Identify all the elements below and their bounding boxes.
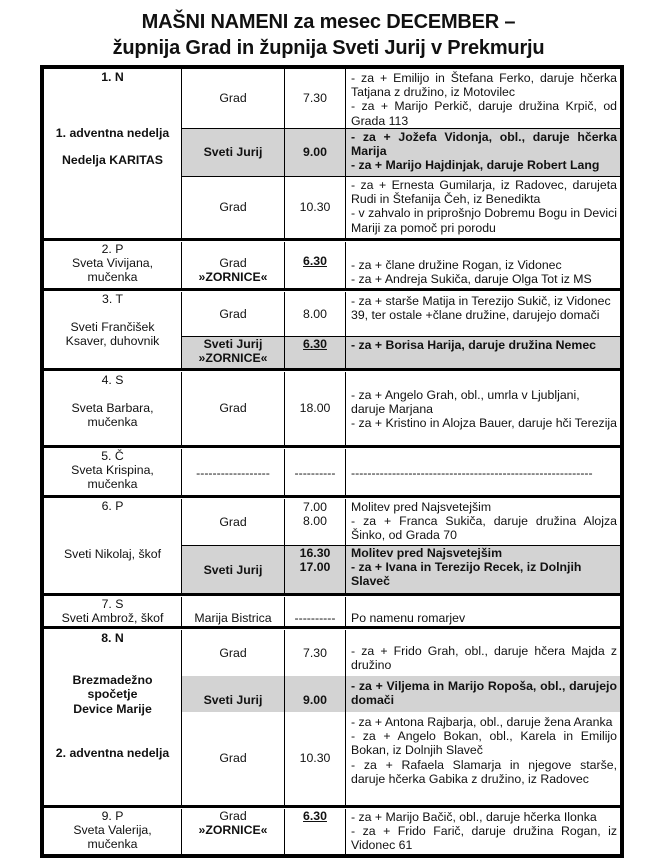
place-label: Sveti Jurij xyxy=(203,693,263,707)
time-label: 10.30 xyxy=(299,751,331,766)
time-label: 9.00 xyxy=(303,693,327,707)
intentions-cell xyxy=(345,499,620,545)
time-label: 8.00 xyxy=(303,306,327,321)
feast-label: Sveti Nikolaj, škof xyxy=(63,547,162,562)
place-cell xyxy=(181,372,284,445)
time-label: 7.30 xyxy=(303,91,327,106)
place-cell xyxy=(181,499,284,545)
time-label: 6.30 xyxy=(303,254,327,268)
intentions-cell xyxy=(345,372,620,445)
intentions-cell xyxy=(345,545,620,593)
place-cell xyxy=(181,176,284,238)
intention: - za + Frido Grah, obl., daruje hčera Majda z družino xyxy=(351,644,617,673)
intentions-cell xyxy=(345,242,620,288)
day-divider xyxy=(44,238,620,241)
day-cell xyxy=(44,242,181,288)
feast-label: mučenka xyxy=(87,837,138,852)
time-placeholder: ---------- xyxy=(294,466,336,480)
day-label: 3. T xyxy=(102,292,123,306)
time-cell xyxy=(284,676,345,712)
time-cell xyxy=(284,242,345,288)
feast-label: Ksaver, duhovnik xyxy=(65,334,160,349)
intention: - za + Antona Rajbarja, obl., daruje žena Aranka xyxy=(351,715,613,729)
time-cell xyxy=(284,499,345,545)
day-divider xyxy=(44,626,620,629)
place-label: Sveti Jurij xyxy=(203,144,263,159)
place-cell xyxy=(181,630,284,676)
place-label: Sveti Jurij xyxy=(203,337,263,351)
intentions-cell xyxy=(345,292,620,336)
time-label: 8.00 xyxy=(303,514,327,529)
intention: - za + starše Matija in Terezijo Sukič, iz Vidonec 39, ter ostale +člane družine, darujejo domači xyxy=(351,294,611,323)
time-label: 7.30 xyxy=(303,645,327,660)
day-cell xyxy=(44,597,181,626)
place-label: Sveti Jurij xyxy=(203,563,263,577)
intentions-cell xyxy=(345,809,620,854)
intention: Molitev pred Najsvetejšim xyxy=(351,546,503,560)
day-label: 1. N xyxy=(101,70,124,84)
intention: Po namenu romarjev xyxy=(351,611,466,625)
time-label: 10.30 xyxy=(299,199,331,214)
zornice-label: »ZORNICE« xyxy=(198,270,268,285)
place-cell xyxy=(181,292,284,336)
intention: - za + Frido Farič, daruje družina Rogan, iz Vidonec 61 xyxy=(351,824,617,853)
intentions-cell xyxy=(345,176,620,238)
intention: - za + Jožefa Vidonja, obl., daruje hčerka Marija xyxy=(351,130,617,159)
time-placeholder: ---------- xyxy=(294,611,336,625)
feast-label: Sveta Vivijana, xyxy=(71,256,154,271)
intention: - za + Rafaela Slamarja in njegove starše, daruje hčerka Gabika z družino, iz Radovec xyxy=(351,757,617,786)
day-divider xyxy=(44,495,620,498)
feast-label: Sveti Frančišek xyxy=(70,320,155,335)
day-divider xyxy=(44,445,620,448)
intention: - za + Viljema in Marijo Ropoša, obl., darujejo domači xyxy=(351,679,617,708)
day-cell xyxy=(44,499,181,593)
page-title-line-1: MAŠNI NAMENI za mesec DECEMBER – xyxy=(141,11,516,33)
mass-intentions-table xyxy=(40,65,624,858)
day-label: 8. N xyxy=(101,631,124,645)
day-divider xyxy=(44,368,620,371)
day-divider xyxy=(44,805,620,808)
feast-label: Sveti Ambrož, škof xyxy=(61,611,164,626)
place-label: Marija Bistrica xyxy=(194,611,272,625)
intention-placeholder: ----------------------------------------------------------- xyxy=(351,466,593,480)
time-label: 6.30 xyxy=(303,337,327,351)
place-label: Grad xyxy=(219,91,247,106)
time-label: 6.30 xyxy=(303,809,327,823)
day-cell xyxy=(44,292,181,368)
place-label: Grad xyxy=(219,401,247,416)
day-label: 4. S xyxy=(101,373,124,387)
intention: - za + Kristino in Alojza Bauer, daruje hči Terezija xyxy=(351,416,618,431)
intention: - za + Marijo Perkič, daruje družina Krpič, od Grada 113 xyxy=(351,99,617,128)
day-label: 7. S xyxy=(101,597,124,611)
intentions-cell xyxy=(345,128,620,176)
intentions-cell xyxy=(345,597,620,626)
place-label: Grad xyxy=(219,809,247,823)
place-label: Grad xyxy=(219,256,247,270)
page-title-line-2: župnija Grad in župnija Sveti Jurij v Prekmurju xyxy=(112,37,545,59)
intention: - za + Ernesta Gumilarja, iz Radovec, darujeta Rudi in Štefanija Čeh, iz Benedikta xyxy=(351,178,617,207)
feast-label: Sveta Krispina, xyxy=(71,463,154,478)
place-cell xyxy=(181,337,284,368)
feast-label: Sveta Valerija, xyxy=(73,823,152,838)
feast-label: 1. adventna nedelja xyxy=(55,126,170,141)
place-cell xyxy=(181,597,284,626)
time-label: 16.30 xyxy=(299,546,331,560)
time-cell xyxy=(284,630,345,676)
intention: - za + Emilijo in Štefana Ferko, daruje hčerka Tatjana z družino, iz Motovilec xyxy=(351,71,617,100)
time-cell xyxy=(284,292,345,336)
day-label: 2. P xyxy=(101,242,124,256)
intention: - za + Marijo Bačič, obl., daruje hčerka Ilonka xyxy=(351,810,597,824)
intentions-cell xyxy=(345,712,620,805)
time-cell xyxy=(284,449,345,495)
intention: - za + Angelo Grah, obl., umrla v Ljubljani, daruje Marjana xyxy=(351,388,580,417)
feast-label: 2. adventna nedelja xyxy=(55,745,170,760)
time-label: 17.00 xyxy=(299,560,331,575)
day-cell xyxy=(44,69,181,238)
day-divider xyxy=(44,288,620,291)
intention: - za + Angelo Bokan, obl., Karela in Emilijo Bokan, iz Dolnjih Slaveč xyxy=(351,729,617,758)
place-cell xyxy=(181,128,284,176)
day-cell xyxy=(44,372,181,445)
time-cell xyxy=(284,809,345,854)
day-divider xyxy=(44,593,620,596)
feast-label: mučenka xyxy=(87,415,138,430)
place-label: Grad xyxy=(219,645,247,660)
intentions-cell xyxy=(345,449,620,495)
intention: Molitev pred Najsvetejšim xyxy=(351,500,492,514)
place-cell xyxy=(181,242,284,288)
place-label: Grad xyxy=(219,751,247,766)
time-cell xyxy=(284,545,345,593)
time-label: 9.00 xyxy=(303,144,327,159)
intention: - za + Andreja Sukiča, daruje Olga Tot iz MS xyxy=(351,272,592,287)
place-label: Grad xyxy=(219,514,247,529)
day-cell xyxy=(44,630,181,805)
intention: - za + Marijo Hajdinjak, daruje Robert Lang xyxy=(351,158,600,173)
place-label: Grad xyxy=(219,199,247,214)
day-cell xyxy=(44,809,181,854)
feast-label: Brezmadežno xyxy=(72,673,153,688)
intentions-cell xyxy=(345,336,620,368)
time-label: 18.00 xyxy=(299,401,331,416)
time-cell xyxy=(284,128,345,176)
feast-label: spočetje xyxy=(87,687,138,702)
time-cell xyxy=(284,372,345,445)
feast-label: Nedelja KARITAS xyxy=(62,153,163,168)
day-label: 6. P xyxy=(101,499,124,513)
intention: - v zahvalo in priprošnjo Dobremu Bogu in Devici Mariji za pomoč pri porodu xyxy=(351,206,617,235)
time-cell xyxy=(284,712,345,805)
feast-label: mučenka xyxy=(87,270,138,285)
place-cell xyxy=(181,69,284,128)
day-label: 9. P xyxy=(101,809,124,823)
time-cell xyxy=(284,69,345,128)
place-cell xyxy=(181,676,284,712)
day-cell xyxy=(44,449,181,495)
place-cell xyxy=(181,449,284,495)
intentions-cell xyxy=(345,630,620,676)
intention: - za + Borisa Harija, daruje družina Nemec xyxy=(351,338,597,352)
place-cell xyxy=(181,809,284,854)
intention: - za + Ivana in Terezijo Recek, iz Dolnjih Slaveč xyxy=(351,560,582,589)
feast-label: Sveta Barbara, xyxy=(71,401,154,416)
time-cell xyxy=(284,337,345,368)
day-label: 5. Č xyxy=(101,449,124,463)
intentions-cell xyxy=(345,676,620,712)
zornice-label: »ZORNICE« xyxy=(198,351,268,366)
time-label: 7.00 xyxy=(303,500,327,514)
place-cell xyxy=(181,545,284,593)
zornice-label: »ZORNICE« xyxy=(198,823,268,838)
place-cell xyxy=(181,712,284,805)
intention: - za + Franca Sukiča, daruje družina Alojza Šinko, od Grada 70 xyxy=(351,514,617,543)
time-cell xyxy=(284,176,345,238)
place-label: Grad xyxy=(219,306,247,321)
feast-label: Device Marije xyxy=(73,701,152,716)
place-placeholder: ------------------ xyxy=(196,466,270,480)
time-cell xyxy=(284,597,345,626)
intention: - za + člane družine Rogan, iz Vidonec xyxy=(351,258,562,272)
intentions-cell xyxy=(345,69,620,128)
feast-label: mučenka xyxy=(87,477,138,492)
